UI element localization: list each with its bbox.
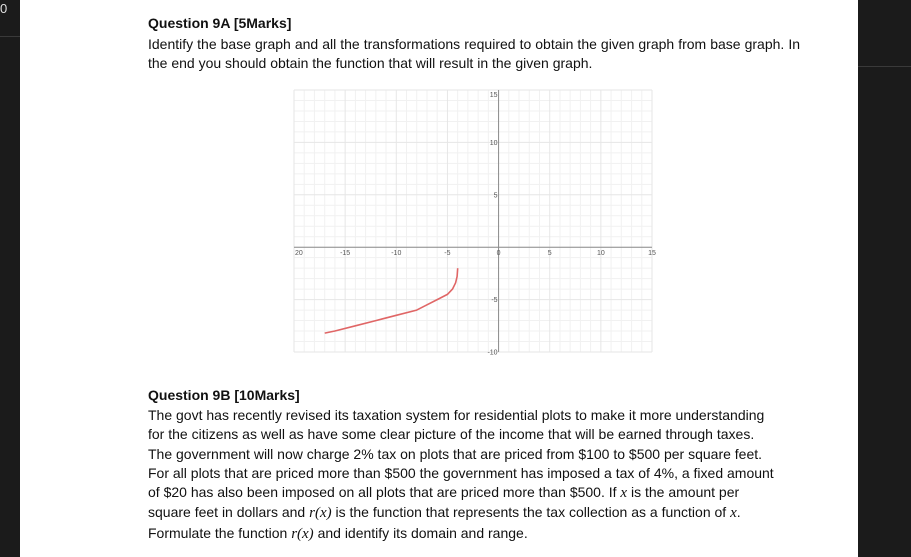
question-9b-line <box>148 503 800 523</box>
math-function-r: r(x) <box>291 525 314 542</box>
document-page <box>20 0 858 557</box>
question-9b-line: for the citizens as well as have some clear picture of the income that will be earned through taxes. <box>148 426 755 443</box>
math-variable-x: x <box>620 485 628 502</box>
question-9b-body <box>148 406 800 544</box>
margin-number: 0 <box>0 1 8 16</box>
x-tick-label: 20 <box>295 250 303 258</box>
question-9b-line: For all plots that are priced more than $500 the government has imposed a tax of 4%, a fixed amount <box>148 464 774 481</box>
question-9b-line <box>148 524 800 544</box>
y-tick-label: 10 <box>489 139 498 147</box>
text-run: square feet in dollars and <box>148 504 306 521</box>
y-tick-label: -10 <box>487 349 498 357</box>
y-tick-label: -5 <box>491 297 498 305</box>
text-run: and identify its domain and range. <box>317 524 528 541</box>
math-variable-x: x <box>730 505 737 522</box>
margin-rule-right <box>858 66 911 67</box>
y-tick-label: 15 <box>489 92 498 99</box>
margin-rule <box>0 36 20 37</box>
text-run: is the amount per <box>630 484 740 501</box>
text-run: of $20 has also been imposed on all plots that are priced more than $500. If <box>148 484 617 501</box>
function-graph <box>294 90 656 357</box>
text-run: Formulate the function <box>148 524 288 541</box>
text-run: is the function that represents the tax collection as a function of <box>335 504 727 521</box>
question-9a-body: Identify the base graph and all the transformations required to obtain the given graph from base graph. In the end you should obtain the function that will result in the given graph. <box>148 36 800 72</box>
math-function-r: r(x) <box>309 505 332 522</box>
question-9b-title: Question 9B [10Marks] <box>148 387 300 403</box>
text-run: . <box>736 504 741 521</box>
question-9b-line: The government will now charge 2% tax on plots that are priced from $100 to $500 per square feet. <box>148 445 763 462</box>
question-9b-line <box>148 483 800 503</box>
x-tick-label: 0 <box>496 250 501 258</box>
x-tick-label: 15 <box>648 250 656 258</box>
question-9b-line: The govt has recently revised its taxation system for residential plots to make it more understanding <box>148 407 765 423</box>
x-tick-label: -5 <box>444 250 451 258</box>
question-9a-title: Question 9A [5Marks] <box>148 15 292 31</box>
x-tick-label: 5 <box>547 250 552 258</box>
x-tick-label: 10 <box>596 250 605 258</box>
x-tick-label: -15 <box>340 250 351 258</box>
x-tick-label: -10 <box>391 250 402 258</box>
y-tick-label: 5 <box>493 192 498 200</box>
left-margin <box>0 0 20 557</box>
